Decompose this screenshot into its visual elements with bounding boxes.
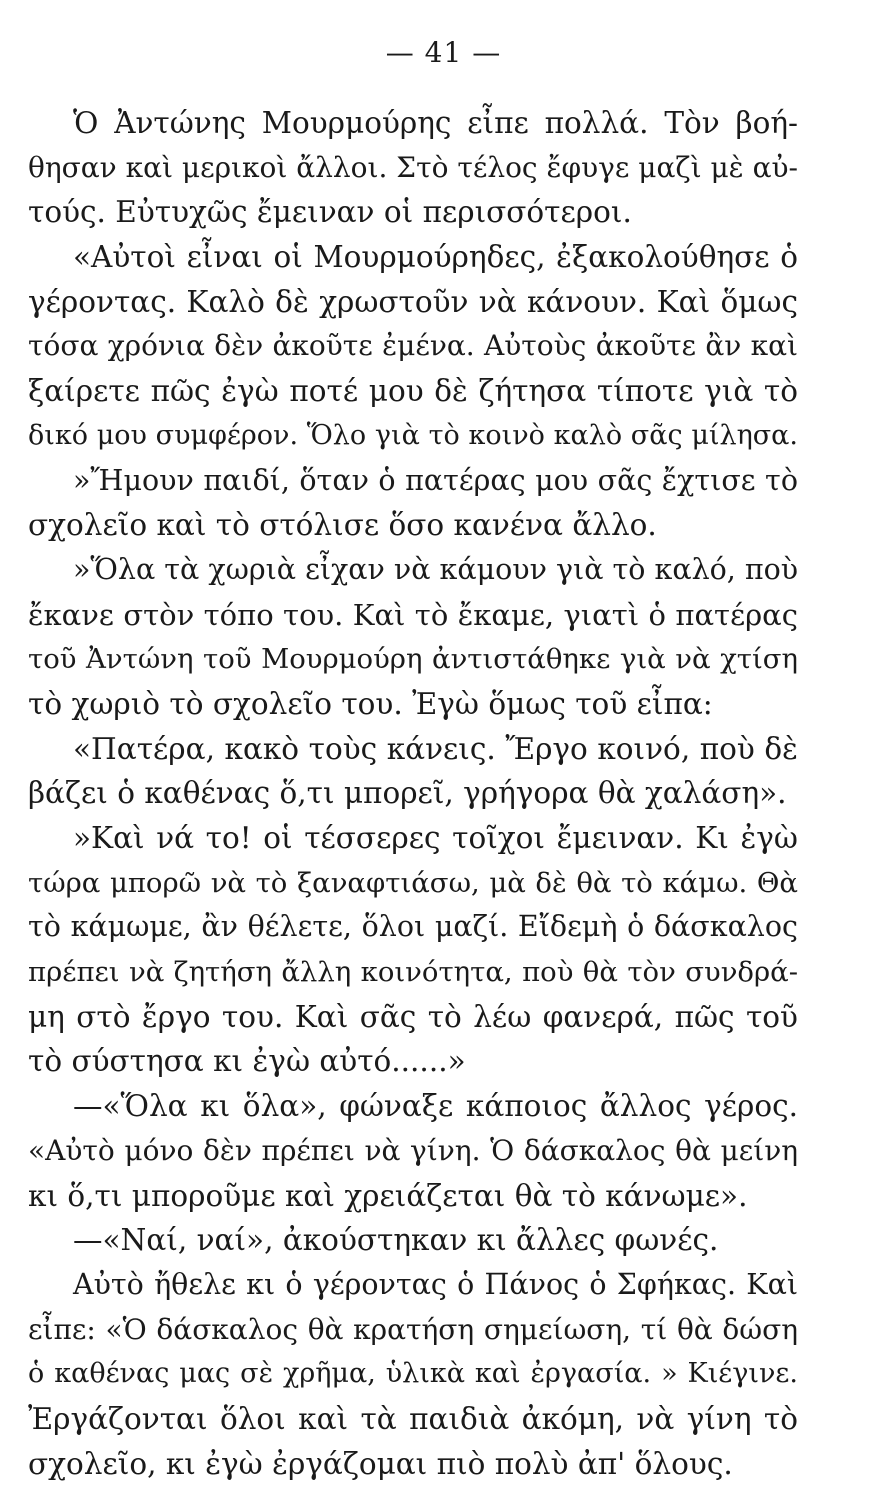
text-line: εἶπε: «Ὁ δάσκαλος θὰ κρατήση σημείωση, τί θὰ δώση: [28, 1312, 798, 1346]
text-line: —«Ὅλα κι ὅλα», φώναξε κάποιος ἄλλος γέρος.: [73, 1089, 798, 1124]
text-line: «Αὐτοὶ εἶναι οἱ Μουρμούρηδες, ἐξακολούθησε ὁ: [73, 240, 798, 275]
text-line: τὸ χωριὸ τὸ σχολεῖο του. Ἐγὼ ὅμως τοῦ εἶπα:: [28, 686, 713, 721]
text-line: «Αὐτὸ μόνο δὲν πρέπει νὰ γίνη. Ὁ δάσκαλος θὰ μείνη: [28, 1133, 798, 1167]
text-line: Ἐργάζονται ὅλοι καὶ τὰ παιδιὰ ἀκόμη, νὰ γίνη τὸ: [28, 1401, 798, 1436]
text-line: τὸ κάμωμε, ἂν θέλετε, ὅλοι μαζί. Εἴδεμὴ ὁ δάσκαλος: [28, 910, 798, 944]
text-line: τὸ σύστησα κι ἐγὼ αὐτό......»: [28, 1044, 466, 1079]
text-line: σχολεῖο καὶ τὸ στόλισε ὅσο κανένα ἄλλο.: [28, 508, 657, 543]
text-line: »Καὶ νά το! οἱ τέσσερες τοῖχοι ἔμειναν. Κι ἐγὼ: [73, 821, 798, 855]
text-line: τούς. Εὐτυχῶς ἔμειναν οἱ περισσότεροι.: [28, 195, 632, 230]
text-line: μη στὸ ἔργο του. Καὶ σᾶς τὸ λέω φανερά, πῶς τοῦ: [28, 999, 798, 1034]
body-text: [28, 101, 798, 1486]
text-line: Αὐτὸ ἤθελε κι ὁ γέροντας ὁ Πάνος ὁ Σφήκας. Καὶ: [73, 1267, 798, 1301]
text-line: ὁ καθένας μας σὲ χρῆμα, ὑλικὰ καὶ ἐργασία. » Κιέγινε.: [28, 1358, 798, 1390]
text-line: —«Ναί, ναί», ἀκούστηκαν κι ἄλλες φωνές.: [73, 1223, 719, 1258]
page-number: — 41 —: [385, 36, 502, 69]
text-line: ξαίρετε πῶς ἐγὼ ποτέ μου δὲ ζήτησα τίποτε γιὰ τὸ: [28, 374, 798, 409]
text-line: σχολεῖο, κι ἐγὼ ἐργάζομαι πιὸ πολὺ ἀπ' ὅλους.: [28, 1446, 733, 1481]
text-line: τώρα μπορῶ νὰ τὸ ξαναφτιάσω, μὰ δὲ θὰ τὸ κάμω. Θὰ: [28, 866, 798, 899]
text-line: τοῦ Ἀντώνη τοῦ Μουρμούρη ἀντιστάθηκε γιὰ νὰ χτίση: [28, 643, 798, 676]
text-line: δικό μου συμφέρον. Ὅλο γιὰ τὸ κοινὸ καλὸ σᾶς μίλησα.: [28, 419, 798, 451]
text-line: γέροντας. Καλὸ δὲ χρωστοῦν νὰ κάνουν. Καὶ ὅμως: [28, 284, 798, 319]
text-line: »Ὅλα τὰ χωριὰ εἶχαν νὰ κάμουν γιὰ τὸ καλό, ποὺ: [73, 552, 799, 586]
text-line: βάζει ὁ καθένας ὅ,τι μπορεῖ, γρήγορα θὰ χαλάση».: [28, 776, 787, 811]
text-line: πρέπει νὰ ζητήση ἄλλη κοινότητα, ποὺ θὰ τὸν συνδρά-: [28, 956, 798, 989]
text-line: κι ὅ,τι μποροῦμε καὶ χρειάζεται θὰ τὸ κάνωμε».: [28, 1178, 748, 1213]
text-line: Ὁ Ἀντώνης Μουρμούρης εἶπε πολλά. Τὸν βοή-: [73, 106, 798, 140]
text-line: τόσα χρόνια δὲν ἀκοῦτε ἐμένα. Αὐτοὺς ἀκοῦτε ἂν καὶ: [28, 329, 798, 363]
text-line: «Πατέρα, κακὸ τοὺς κάνεις. Ἔργο κοινό, ποὺ δὲ: [73, 731, 798, 766]
text-line: θησαν καὶ μερικοὶ ἄλλοι. Στὸ τέλος ἔφυγε μαζὶ μὲ αὐ-: [28, 150, 798, 184]
text-line: »Ἤμουν παιδί, ὅταν ὁ πατέρας μου σᾶς ἔχτισε τὸ: [73, 463, 798, 497]
text-line: ἔκανε στὸν τόπο του. Καὶ τὸ ἔκαμε, γιατὶ ὁ πατέρας: [28, 597, 798, 632]
